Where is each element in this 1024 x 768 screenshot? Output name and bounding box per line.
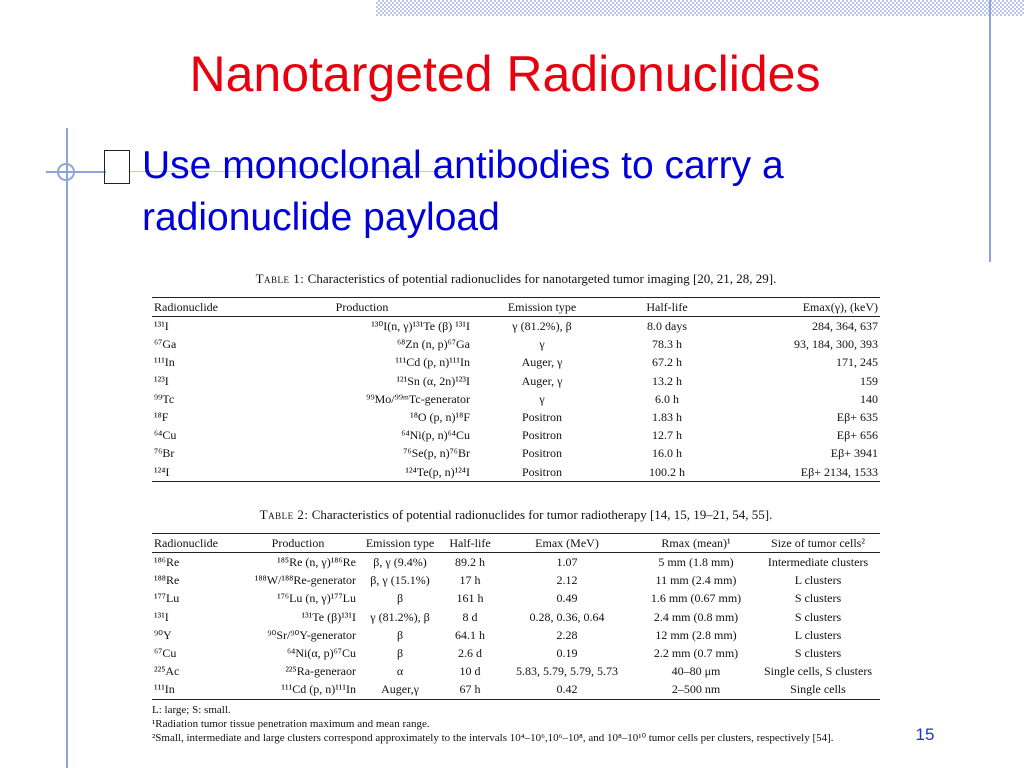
- table1-cell: 1.83 h: [652, 410, 682, 425]
- table1-cell: Positron: [521, 428, 562, 443]
- table2-cell: ¹³¹Te (β)¹³¹I: [301, 609, 356, 624]
- decorative-vertical-line: [66, 128, 68, 768]
- table2-cell: 161 h: [456, 591, 484, 606]
- table2-cell: 89.2 h: [455, 555, 485, 570]
- table1-cell: 12.7 h: [652, 428, 682, 443]
- table2-block: [152, 507, 880, 700]
- table2: [152, 533, 880, 700]
- table2-cell: 2.12: [556, 573, 578, 588]
- table1-cell: 284, 364, 637: [812, 319, 878, 334]
- table1-cell: 78.3 h: [652, 337, 682, 352]
- table2-cell: Single cells: [756, 680, 880, 699]
- table2-cell: 67 h: [442, 680, 498, 699]
- table2-cell: 5 mm (1.8 mm): [658, 555, 734, 570]
- table1-cell: Eβ+ 635: [836, 410, 878, 425]
- table1-label: Table 1:: [255, 271, 305, 286]
- table2-cell: ¹³¹I: [154, 609, 169, 624]
- table2-cell: Single cells, S clusters: [764, 664, 872, 679]
- table2-cell: 0.42: [498, 680, 636, 699]
- table1-cell: 8.0 days: [647, 319, 687, 334]
- table2-cell: 0.19: [556, 646, 578, 661]
- table1-cell: ¹²⁴I: [152, 463, 252, 482]
- table2-cell: L clusters: [794, 627, 842, 642]
- table2-cell: ¹¹¹Cd (p, n)¹¹¹In: [238, 680, 358, 699]
- table2-header-row: [152, 534, 880, 553]
- table1-cell: ¹²¹Sn (α, 2n)¹²³I: [396, 373, 470, 388]
- table2-caption-text: Characteristics of potential radionuclides for tumor radiotherapy [14, 15, 19–21, 54, 55].: [311, 507, 773, 522]
- table1: [152, 297, 880, 482]
- table1-header-cell: Production: [252, 298, 472, 317]
- table2-cell: ²²⁵Ac: [154, 664, 180, 679]
- table1-cell: ⁷⁶Br: [154, 446, 175, 461]
- table1-row: [152, 390, 880, 408]
- table1-cell: ¹⁸O (p, n)¹⁸F: [410, 410, 470, 425]
- table1-cell: Positron: [521, 410, 562, 425]
- table1-cell: ⁹⁹Tc: [154, 391, 175, 406]
- table1-block: [152, 271, 880, 482]
- table2-cell: γ (81.2%), β: [370, 609, 430, 624]
- table1-cell: ⁶⁴Cu: [154, 428, 177, 443]
- table1-cell: ¹¹¹In: [154, 355, 175, 370]
- table2-row: [152, 662, 880, 680]
- table1-row: [152, 444, 880, 462]
- table2-cell: 1.07: [556, 555, 578, 570]
- table2-row: [152, 608, 880, 626]
- table2-cell: ¹¹¹In: [152, 680, 238, 699]
- table2-cell: ¹⁷⁷Lu: [154, 591, 180, 606]
- table1-cell: γ (81.2%), β: [512, 319, 572, 334]
- table2-cell: ⁶⁴Ni(α, p)⁶⁷Cu: [286, 646, 356, 661]
- table1-caption-text: Characteristics of potential radionuclides for nanotargeted tumor imaging [20, 21, 28, 29].: [307, 271, 777, 286]
- table2-cell: 2.4 mm (0.8 mm): [653, 609, 739, 624]
- table1-header-cell: Emax(γ), (keV): [722, 298, 880, 317]
- table2-row: [152, 553, 880, 572]
- table2-cell: ¹⁸⁵Re (n, γ)¹⁸⁶Re: [277, 555, 356, 570]
- table2-cell: S clusters: [794, 646, 842, 661]
- table2-header-cell: Radionuclide: [152, 534, 238, 553]
- table2-header-cell: Emax (MeV): [498, 534, 636, 553]
- table1-caption: [152, 271, 880, 287]
- table1-cell: Auger, γ: [521, 373, 563, 388]
- decorative-horizontal-line: [46, 171, 106, 173]
- table2-row: [152, 626, 880, 644]
- table1-cell: ¹²⁴Te(p, n)¹²⁴I: [252, 463, 472, 482]
- table1-header-row: [152, 298, 880, 317]
- table1-cell: ¹¹¹Cd (p, n)¹¹¹In: [395, 355, 470, 370]
- bullet-box-icon: [104, 150, 130, 184]
- table2-cell: L clusters: [794, 573, 842, 588]
- table1-header-cell: Half-life: [612, 298, 722, 317]
- table2-cell: 2.28: [556, 627, 578, 642]
- table1-cell: ⁶⁸Zn (n, p)⁶⁷Ga: [396, 337, 470, 352]
- table1-cell: 171, 245: [836, 355, 878, 370]
- table1-cell: Eβ+ 2134, 1533: [722, 463, 880, 482]
- table2-cell: ¹⁸⁸Re: [154, 573, 180, 588]
- table1-cell: ⁶⁴Ni(p, n)⁶⁴Cu: [401, 428, 470, 443]
- table2-cell: α: [396, 664, 404, 679]
- table2-cell: ¹⁸⁸W/¹⁸⁸Re-generator: [254, 573, 356, 588]
- table1-cell: Eβ+ 656: [836, 428, 878, 443]
- table2-row: [152, 571, 880, 589]
- table2-caption: [152, 507, 880, 523]
- table2-cell: 8 d: [462, 609, 478, 624]
- table1-cell: Positron: [521, 446, 562, 461]
- table2-cell: 11 mm (2.4 mm): [655, 573, 737, 588]
- table1-cell: 100.2 h: [612, 463, 722, 482]
- table2-row: [152, 589, 880, 607]
- table2-cell: 5.83, 5.79, 5.79, 5.73: [516, 664, 618, 679]
- table2-cell: Auger,γ: [358, 680, 442, 699]
- table1-cell: ¹³⁰I(n, γ)¹³¹Te (β) ¹³¹I: [371, 319, 470, 334]
- decorative-ring-icon: [57, 163, 75, 181]
- table2-cell: ⁹⁰Y: [154, 627, 172, 642]
- table2-cell: S clusters: [794, 609, 842, 624]
- table1-cell: ¹²³I: [154, 373, 169, 388]
- table2-header-cell: Half-life: [442, 534, 498, 553]
- table1-cell: 93, 184, 300, 393: [794, 337, 878, 352]
- table2-cell: β: [396, 591, 404, 606]
- table1-cell: 16.0 h: [652, 446, 682, 461]
- table1-cell: 67.2 h: [652, 355, 682, 370]
- table1-cell: ⁶⁷Ga: [154, 337, 177, 352]
- footnote: L: large; S: small.: [152, 704, 231, 716]
- table2-cell: 40–80 μm: [671, 664, 721, 679]
- table2-cell: 2.2 mm (0.7 mm): [653, 646, 739, 661]
- table1-row: [152, 426, 880, 444]
- table2-row: [152, 680, 880, 699]
- table2-cell: 64.1 h: [455, 627, 485, 642]
- table2-cell: β: [396, 646, 404, 661]
- page-number: 15: [915, 725, 935, 744]
- table1-row: [152, 317, 880, 336]
- table2-cell: 17 h: [459, 573, 481, 588]
- bullet-text: Use monoclonal antibodies to carry a radionuclide payload: [142, 144, 784, 239]
- table1-cell: γ: [539, 391, 545, 406]
- table1-cell: ⁹⁹Mo/⁹⁹ᵐTc-generator: [366, 391, 470, 406]
- table2-cell: Intermediate clusters: [767, 555, 869, 570]
- table2-cell: ⁹⁰Sr/⁹⁰Y-generator: [267, 627, 356, 642]
- table1-row: [152, 372, 880, 390]
- table1-row: [152, 353, 880, 371]
- table2-cell: ¹⁸⁶Re: [154, 555, 180, 570]
- table1-cell: Eβ+ 3941: [830, 446, 878, 461]
- table2-cell: 2–500 nm: [636, 680, 756, 699]
- table2-cell: 10 d: [459, 664, 481, 679]
- table2-header-cell: Size of tumor cells²: [756, 534, 880, 553]
- table1-cell: γ: [539, 337, 545, 352]
- table2-header-cell: Production: [238, 534, 358, 553]
- table2-header-cell: Rmax (mean)¹: [636, 534, 756, 553]
- table1-cell: ⁷⁶Se(p, n)⁷⁶Br: [403, 446, 470, 461]
- table1-header-cell: Emission type: [472, 298, 612, 317]
- table1-header-cell: Radionuclide: [152, 298, 252, 317]
- table2-cell: β, γ (9.4%): [373, 555, 427, 570]
- decorative-checker-band: [376, 0, 1024, 16]
- table2-cell: 12 mm (2.8 mm): [655, 627, 737, 642]
- table1-cell: ¹³¹I: [154, 319, 169, 334]
- table2-cell: 0.28, 0.36, 0.64: [529, 609, 605, 624]
- table1-row: [152, 463, 880, 482]
- slide-title: Nanotargeted Radionuclides: [189, 46, 821, 102]
- decorative-vertical-line-right: [989, 0, 991, 262]
- table2-cell: S clusters: [794, 591, 842, 606]
- table2-cell: 0.49: [556, 591, 578, 606]
- table2-cell: ²²⁵Ra-generaor: [285, 664, 356, 679]
- table2-cell: 1.6 mm (0.67 mm): [650, 591, 742, 606]
- table2-header-cell: Emission type: [358, 534, 442, 553]
- table1-cell: 13.2 h: [652, 373, 682, 388]
- table2-cell: 2.6 d: [458, 646, 482, 661]
- table2-cell: ¹⁷⁶Lu (n, γ)¹⁷⁷Lu: [277, 591, 356, 606]
- footnotes: [152, 703, 892, 745]
- table1-cell: Positron: [472, 463, 612, 482]
- table2-cell: β, γ (15.1%): [370, 573, 430, 588]
- table1-cell: 159: [860, 373, 878, 388]
- footnote: ²Small, intermediate and large clusters correspond approximately to the intervals 10⁴–10⁶,10⁶–10⁸, and 10⁸–10¹⁰ tumor cells per clusters, respectively [54].: [152, 732, 834, 744]
- table1-cell: 6.0 h: [655, 391, 679, 406]
- table2-label: Table 2:: [259, 507, 309, 522]
- table1-row: [152, 335, 880, 353]
- table2-row: [152, 644, 880, 662]
- footnote: ¹Radiation tumor tissue penetration maximum and mean range.: [152, 718, 430, 730]
- table1-cell: ¹⁸F: [154, 410, 169, 425]
- table2-cell: ⁶⁷Cu: [154, 646, 177, 661]
- table2-cell: β: [396, 627, 404, 642]
- table1-cell: Auger, γ: [521, 355, 563, 370]
- table1-row: [152, 408, 880, 426]
- table1-cell: 140: [860, 391, 878, 406]
